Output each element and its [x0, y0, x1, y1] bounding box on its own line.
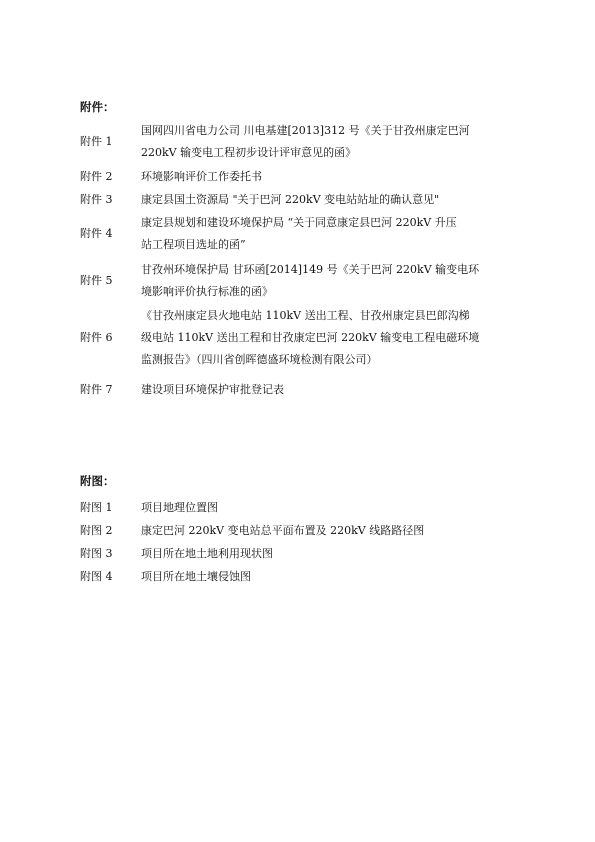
attachment-row-6 — [80, 305, 520, 371]
attachment-row-7 — [80, 379, 520, 401]
figure-text: 项目所在地土地利用现状图 — [141, 547, 273, 560]
figure-text: 项目所在地土壤侵蚀图 — [141, 570, 251, 583]
attachment-label: 附件 5 — [80, 274, 113, 287]
figure-text: 项目地理位置图 — [141, 501, 218, 514]
figures-heading: 附图： — [80, 474, 115, 488]
attachment-row-4 — [80, 212, 520, 256]
figure-text: 康定巴河 220kV 变电站总平面布置及 220kV 线路路径图 — [141, 524, 425, 537]
attachment-label: 附件 7 — [80, 383, 113, 396]
attachment-label: 附件 3 — [80, 193, 113, 206]
attachments-heading: 附件： — [80, 100, 115, 114]
attachment-row-2 — [80, 166, 520, 188]
attachment-label: 附件 2 — [80, 170, 113, 183]
figure-row-3 — [80, 543, 520, 565]
figure-label: 附图 2 — [80, 524, 113, 537]
figure-label: 附图 3 — [80, 547, 113, 560]
attachment-text: 环境影响评价工作委托书 — [141, 170, 262, 183]
attachment-row-5 — [80, 259, 520, 303]
figure-row-4 — [80, 566, 520, 588]
attachment-text: 康定县国土资源局 "关于巴河 220kV 变电站站址的确认意见" — [141, 193, 440, 206]
attachment-text: 国网四川省电力公司 川电基建[2013]312 号《关于甘孜州康定巴河 220kV 输变电工程初步设计评审意见的函》 — [141, 124, 470, 159]
attachment-text: 康定县规划和建设环境保护局 “关于同意康定县巴河 220kV 升压 站工程项目选址的函” — [141, 216, 457, 251]
figure-label: 附图 4 — [80, 570, 113, 583]
attachment-label: 附件 1 — [80, 135, 113, 148]
attachment-label: 附件 4 — [80, 227, 113, 240]
attachment-row-1 — [80, 120, 520, 164]
attachment-text: 建设项目环境保护审批登记表 — [141, 383, 284, 396]
attachment-text: 甘孜州环境保护局 甘环函[2014]149 号《关于巴河 220kV 输变电环 境影响评价执行标准的函》 — [141, 263, 480, 298]
attachment-label: 附件 6 — [80, 331, 113, 344]
figure-row-2 — [80, 520, 520, 542]
attachment-row-3 — [80, 189, 520, 211]
figure-row-1 — [80, 497, 520, 519]
attachment-text: 《甘孜州康定县火地电站 110kV 送出工程、甘孜州康定县巴郎沟梯 级电站 110kV 送出工程和甘孜康定巴河 220kV 输变电工程电磁环境 监测报告》（四川省创晖德盛环境检测有限公司） — [141, 309, 480, 366]
figure-label: 附图 1 — [80, 501, 113, 514]
